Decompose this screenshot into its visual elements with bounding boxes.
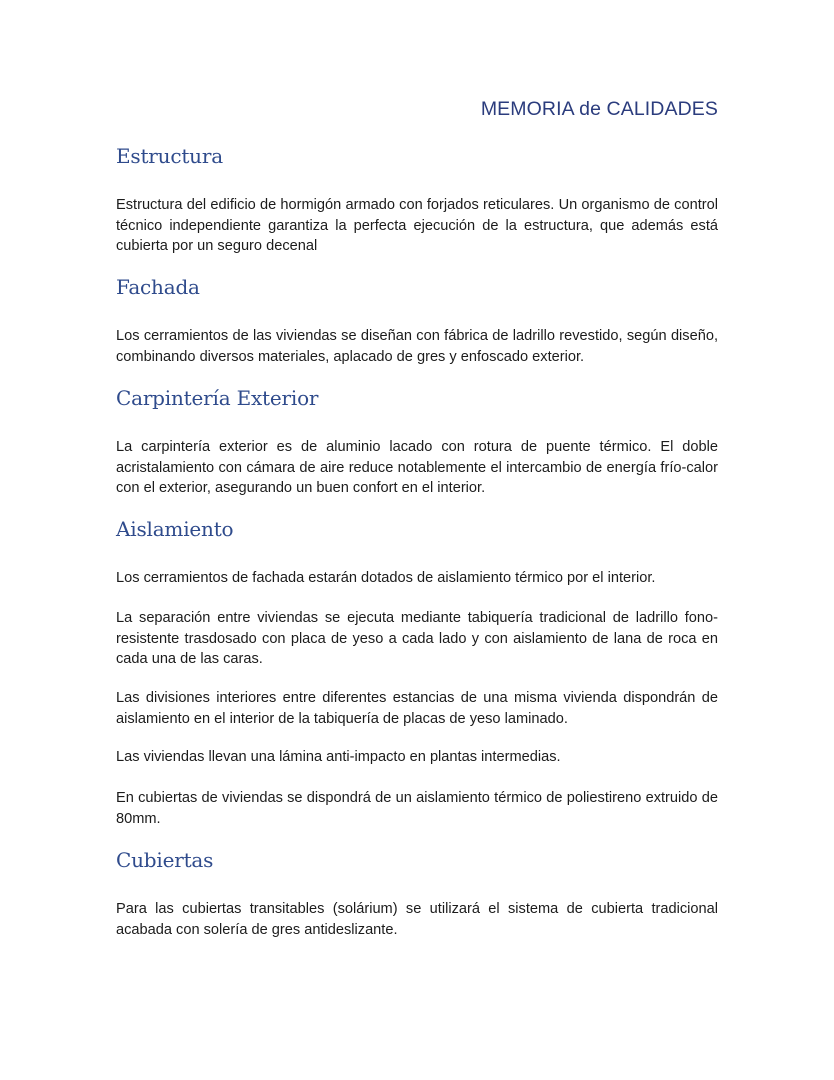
document-page [116,0,718,1080]
paragraph-aislamiento-2: La separación entre viviendas se ejecuta mediante tabiquería tradicional de ladrillo fono-resistente trasdosado con placa de yeso a cada lado y con aislamiento de lana de roca en cada una de las caras. [116,610,718,667]
section-heading-cubiertas: Cubiertas [116,848,214,872]
paragraph-aislamiento-5: En cubiertas de viviendas se dispondrá de un aislamiento térmico de poliestireno extruido de 80mm. [116,790,718,827]
paragraph-carpinteria-exterior: La carpintería exterior es de aluminio lacado con rotura de puente térmico. El doble acristalamiento con cámara de aire reduce notablemente el intercambio de energía frío-calor con el exterior, asegurando un buen confort en el interior. [116,439,718,496]
paragraph-aislamiento-3: Las divisiones interiores entre diferentes estancias de una misma vivienda dispondrán de aislamiento en el interior de la tabiquería de placas de yeso laminado. [116,690,718,727]
paragraph-aislamiento-4: Las viviendas llevan una lámina anti-impacto en plantas intermedias. [116,749,561,765]
paragraph-aislamiento-1: Los cerramientos de fachada estarán dotados de aislamiento térmico por el interior. [116,570,656,586]
section-heading-carpinteria-exterior: Carpintería Exterior [116,386,319,410]
section-heading-aislamiento: Aislamiento [116,517,234,541]
paragraph-fachada: Los cerramientos de las viviendas se diseñan con fábrica de ladrillo revestido, según diseño, combinando diversos materiales, aplacado de gres y enfoscado exterior. [116,328,718,365]
paragraph-cubiertas: Para las cubiertas transitables (solárium) se utilizará el sistema de cubierta tradicional acabada con solería de gres antideslizante. [116,901,718,938]
paragraph-estructura: Estructura del edificio de hormigón armado con forjados reticulares. Un organismo de control técnico independiente garantiza la perfecta ejecución de la estructura, que además está cubierta por un seguro decenal [116,197,718,254]
document-title: MEMORIA de CALIDADES [480,98,718,120]
section-heading-estructura: Estructura [116,144,223,168]
section-heading-fachada: Fachada [116,275,200,299]
